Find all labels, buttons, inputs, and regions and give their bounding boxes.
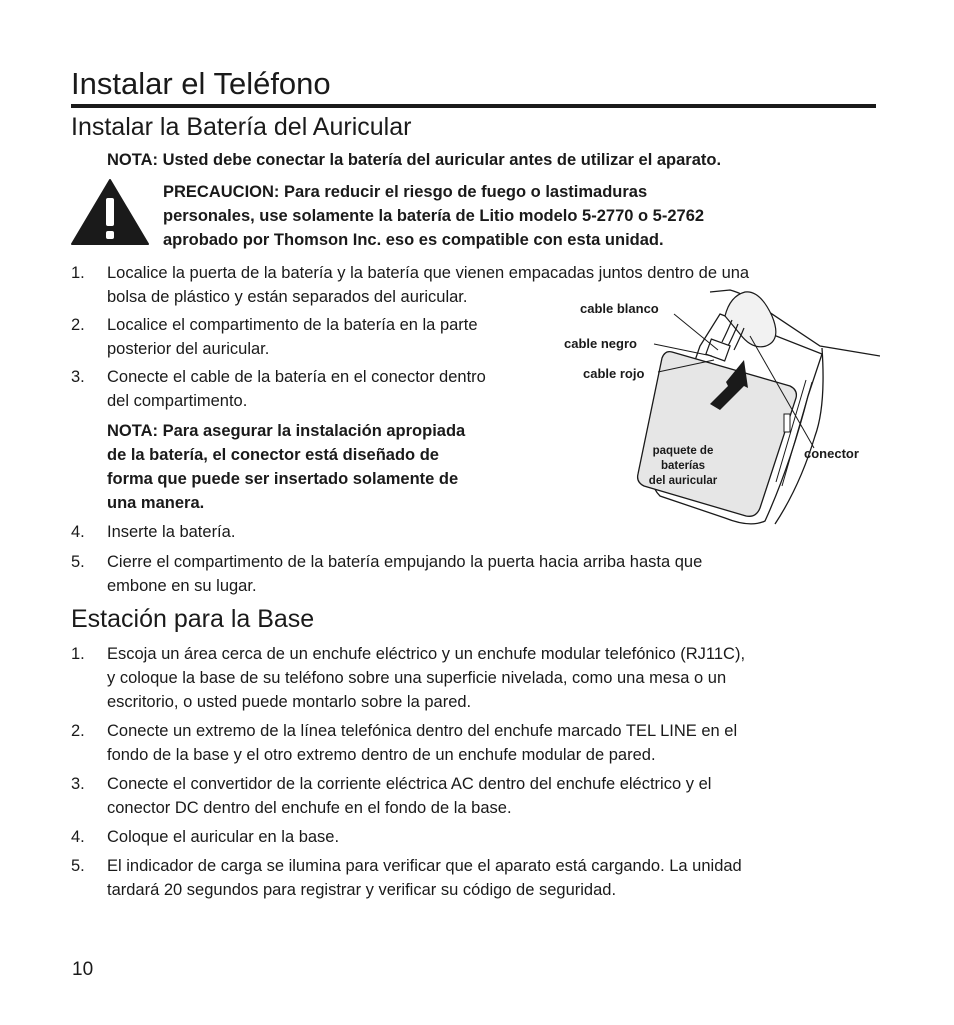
step-number: 4. — [71, 828, 85, 846]
list-item — [71, 772, 871, 820]
label-red-cable: cable rojo — [583, 366, 645, 381]
note-line: una manera. — [107, 494, 205, 512]
step-line: Coloque el auricular en la base. — [107, 828, 340, 846]
step-line: Localice el compartimento de la batería en la parte — [107, 316, 478, 334]
step-number: 5. — [71, 553, 85, 571]
step-number: 3. — [71, 368, 85, 386]
label-battery-pack: paquete de — [652, 445, 714, 457]
step-number: 4. — [71, 523, 85, 541]
label-battery-pack: del auricular — [648, 475, 718, 487]
label-connector: conector — [804, 446, 859, 461]
base-steps-list — [71, 642, 871, 902]
step-number: 3. — [71, 775, 85, 793]
list-item — [71, 825, 871, 849]
step-number: 1. — [71, 264, 85, 282]
step-line: y coloque la base de su teléfono sobre una superficie nivelada, como una mesa o un — [107, 669, 727, 687]
caution-line: personales, use solamente la batería de Litio modelo 5-2770 o 5-2762 — [163, 207, 705, 225]
step-line: Escoja un área cerca de un enchufe eléctrico y un enchufe modular telefónico (RJ11C), — [107, 645, 746, 663]
step-line: Conecte un extremo de la línea telefónica dentro del enchufe marcado TEL LINE en el — [107, 722, 738, 740]
label-black-cable: cable negro — [564, 336, 637, 351]
list-item — [71, 719, 871, 767]
list-item — [71, 854, 871, 902]
step-number: 1. — [71, 645, 85, 663]
note-line: forma que puede ser insertado solamente de — [107, 470, 459, 488]
page-number: 10 — [72, 959, 94, 980]
list-item — [71, 550, 871, 598]
step-number: 5. — [71, 857, 85, 875]
battery-installation-illustration — [560, 286, 880, 536]
label-white-cable: cable blanco — [580, 301, 659, 316]
section-heading-battery: Instalar la Batería del Auricular — [71, 113, 412, 141]
step-line: El indicador de carga se ilumina para verificar que el aparato está cargando. La unidad — [107, 857, 742, 875]
step-line: embone en su lugar. — [107, 577, 257, 595]
caution-line: PRECAUCION: Para reducir el riesgo de fuego o lastimaduras — [163, 183, 648, 201]
step-line: bolsa de plástico y están separados del auricular. — [107, 288, 468, 306]
step-line: del compartimento. — [107, 392, 248, 410]
step-line: conector DC dentro del enchufe en el fondo de la base. — [107, 799, 512, 817]
step-line: tardará 20 segundos para registrar y verificar su código de seguridad. — [107, 881, 617, 899]
step-line: Cierre el compartimento de la batería empujando la puerta hacia arriba hasta que — [107, 553, 703, 571]
step-line: posterior del auricular. — [107, 340, 270, 358]
step-line: Conecte el convertidor de la corriente eléctrica AC dentro del enchufe eléctrico y el — [107, 775, 712, 793]
step-number: 2. — [71, 316, 85, 334]
caution-line: aprobado por Thomson Inc. eso es compatible con esta unidad. — [163, 231, 664, 249]
battery-note: NOTA: Usted debe conectar la batería del auricular antes de utilizar el aparato. — [107, 151, 722, 169]
step-line: Localice la puerta de la batería y la batería que vienen empacadas juntos dentro de una — [107, 264, 750, 282]
warning-triangle-icon — [70, 178, 150, 246]
caution-text — [163, 180, 704, 252]
note-line: NOTA: Para asegurar la instalación apropiada — [107, 422, 466, 440]
step-line: fondo de la base y el otro extremo dentro de un enchufe modular de pared. — [107, 746, 656, 764]
page-title: Instalar el Teléfono — [71, 64, 876, 108]
list-item — [71, 642, 871, 714]
step-line: Conecte el cable de la batería en el conector dentro — [107, 368, 486, 386]
step-line: escritorio, o usted puede montarlo sobre la pared. — [107, 693, 472, 711]
section-heading-base: Estación para la Base — [71, 605, 315, 633]
step-line: Inserte la batería. — [107, 523, 236, 541]
label-battery-pack: baterías — [660, 460, 706, 472]
note-line: de la batería, el conector está diseñado de — [107, 446, 439, 464]
step-number: 2. — [71, 722, 85, 740]
